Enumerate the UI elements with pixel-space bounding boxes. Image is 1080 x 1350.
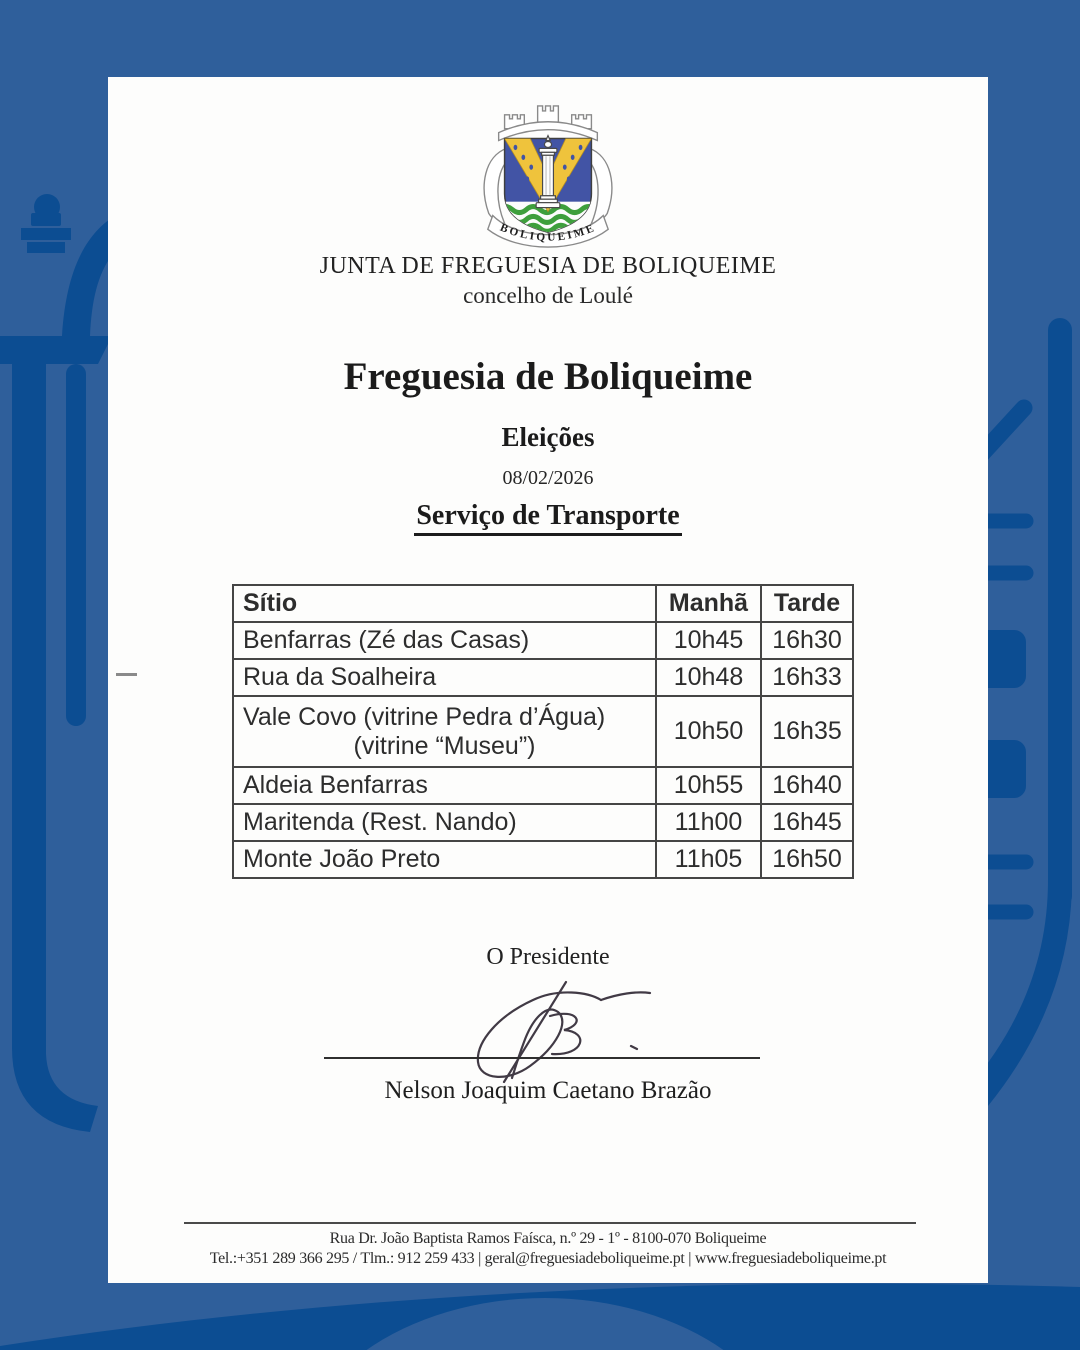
col-header-manha: Manhã [656, 585, 761, 622]
table-row [233, 659, 853, 696]
col-header-sitio: Sítio [233, 585, 656, 622]
footer-contacts: Tel.:+351 289 366 295 / Tlm.: 912 259 433 | geral@freguesiadeboliqueime.pt | www.freguesiadeboliqueime.pt [209, 1250, 887, 1267]
table-row [233, 767, 853, 804]
municipal-crest-icon [469, 103, 627, 253]
table-row [233, 804, 853, 841]
cell-sitio: Aldeia Benfarras [233, 767, 656, 804]
cell-sitio: Maritenda (Rest. Nando) [233, 804, 656, 841]
cell-manha: 11h05 [656, 841, 761, 878]
cell-manha: 10h50 [656, 696, 761, 767]
document-page [108, 77, 988, 1283]
cell-sitio: Rua da Soalheira [233, 659, 656, 696]
table-row [233, 696, 853, 767]
scan-dash-mark [116, 673, 137, 676]
cell-sitio: Benfarras (Zé das Casas) [233, 622, 656, 659]
cell-tarde: 16h30 [761, 622, 853, 659]
footer-address: Rua Dr. João Baptista Ramos Faísca, n.º 29 - 1º - 8100-070 Boliqueime [329, 1230, 767, 1247]
transport-table-body [233, 622, 853, 878]
footer-rule [184, 1222, 916, 1224]
cell-manha: 10h45 [656, 622, 761, 659]
transport-table [232, 584, 854, 879]
cell-manha: 10h48 [656, 659, 761, 696]
cell-tarde: 16h33 [761, 659, 853, 696]
cell-tarde: 16h40 [761, 767, 853, 804]
table-header-row [233, 585, 853, 622]
cell-tarde: 16h45 [761, 804, 853, 841]
signature-line [324, 1057, 760, 1059]
org-subtitle: concelho de Loulé [463, 283, 633, 308]
doc-subtitle: Eleições [501, 422, 595, 452]
col-header-tarde: Tarde [761, 585, 853, 622]
doc-title: Freguesia de Boliqueime [343, 355, 753, 398]
cell-tarde: 16h35 [761, 696, 853, 767]
section-title: Serviço de Transporte [108, 500, 988, 536]
table-row [233, 622, 853, 659]
president-label: O Presidente [486, 944, 610, 970]
cell-tarde: 16h50 [761, 841, 853, 878]
president-name: Nelson Joaquim Caetano Brazão [384, 1077, 712, 1104]
cell-manha: 11h00 [656, 804, 761, 841]
doc-date: 08/02/2026 [502, 467, 594, 489]
crest-banner-text: BOLIQUEIME [498, 221, 598, 244]
cell-sitio: Vale Covo (vitrine Pedra d’Água) (vitrine “Museu”) [233, 696, 656, 767]
cell-manha: 10h55 [656, 767, 761, 804]
table-row [233, 841, 853, 878]
signature-image [438, 978, 658, 1090]
org-name: JUNTA DE FREGUESIA DE BOLIQUEIME [319, 253, 777, 279]
cell-sitio: Monte João Preto [233, 841, 656, 878]
